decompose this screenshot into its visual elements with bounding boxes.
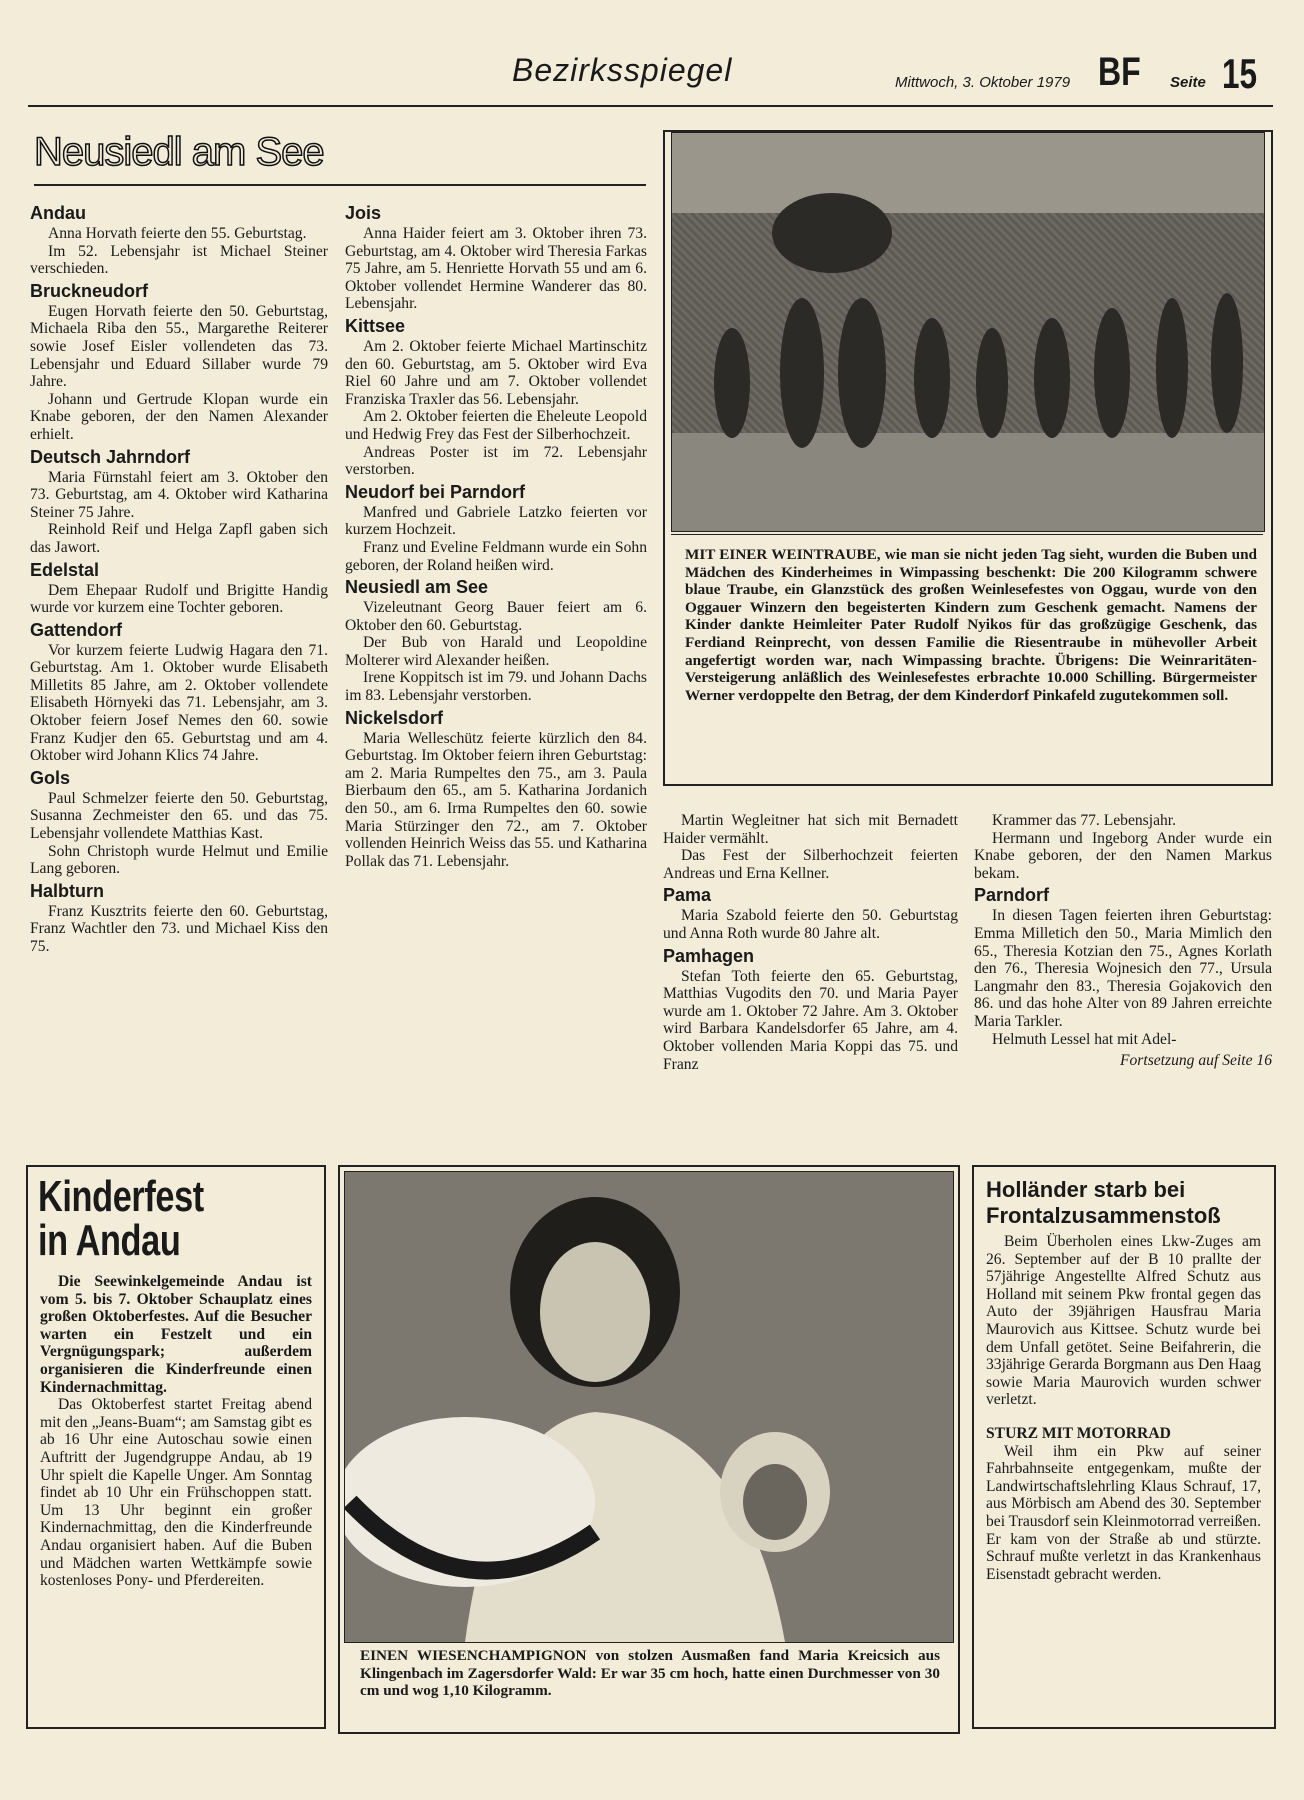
caption-text: wie man sie nicht jeden Tag sieht, wurden die Buben und Mädchen des Kinderheimes in Wimpassing beschenkt: Die 200 Kilogramm schwere blaue Traube, ein Glanzstück des großen Weinlesefestes von Oggau, wurde von den Oggauer Winzern den begeisterten Kindern zum Geschenk gemacht. Namens der Kinder dankte Heimleiter Pater Rudolf Nyikos für das großzügige Geschenk, das Ferdiand Reinprecht, von dessen Familie die Riesentraube in mühevoller Arbeit angefertigt worden war, nach Wimpassing brachte. Übrigens: Die Weinraritäten-Versteigerung anläßlich des Weinlesefestes erbrachte 10.000 Schilling. Bürgermeister Werner verdoppelte den Betrag, der dem Kinderdorf Pinkafeld zugutekommen soll. xyxy=(685,546,1258,704)
caption-lead: MIT EINER WEINTRAUBE, xyxy=(685,546,881,563)
kinderfest-lead: Die Seewinkelgemeinde Andau ist vom 5. bis 7. Oktober Schauplatz eines großen Oktoberfestes. Auf die Besucher warten ein Festzelt und ein Vergnügungspark; außerdem organisieren die Kinderfreunde einen Kindernachmittag. xyxy=(40,1273,312,1396)
paragraph: Franz Kusztrits feierte den 60. Geburtstag, Franz Wachtler den 73. und Michael Kiss den 75. xyxy=(30,902,328,955)
paragraph: Helmuth Lessel hat mit Adel- xyxy=(992,1030,1177,1048)
column-4 xyxy=(974,812,1272,1070)
place-heading: Bruckneudorf xyxy=(30,280,149,301)
photo-caption-box xyxy=(663,130,1273,786)
paragraph: Krammer das 77. Lebensjahr. xyxy=(992,812,1177,829)
photo-illustration xyxy=(345,1172,953,1642)
page-number: 15 xyxy=(1222,50,1258,97)
mushroom-caption xyxy=(360,1647,940,1700)
place-heading: Neusiedl am See xyxy=(345,577,489,598)
paragraph: Franz und Eveline Feldmann wurde ein Sohn geboren, der Roland heißen wird. xyxy=(345,538,647,574)
caption-lead: EINEN WIESENCHAMPIGNON xyxy=(360,1647,587,1664)
paragraph: Sohn Christoph wurde Helmut und Emilie Lang geboren. xyxy=(30,842,328,878)
paragraph: Dem Ehepaar Rudolf und Brigitte Handig wurde vor kurzem eine Tochter geboren. xyxy=(30,581,328,617)
column-1 xyxy=(30,200,328,956)
place-heading: Kittsee xyxy=(345,315,406,336)
paragraph: Maria Szabold feierte den 50. Geburtstag und Anna Roth wurde 80 Jahre alt. xyxy=(663,907,958,942)
place-heading: Gattendorf xyxy=(30,619,122,640)
paragraph: Im 52. Lebensjahr ist Michael Steiner verschieden. xyxy=(30,242,328,278)
photo-illustration xyxy=(672,133,1264,531)
place-heading: Parndorf xyxy=(974,885,1050,906)
weintraube-caption xyxy=(685,546,1257,704)
caption-rule xyxy=(671,534,1263,535)
column-3 xyxy=(663,812,958,1073)
paragraph: Irene Koppitsch ist im 79. und Johann Dachs im 83. Lebensjahr verstorben. xyxy=(345,669,647,705)
mushroom-photo-box xyxy=(338,1165,960,1734)
paragraph: Am 2. Oktober feierten die Eheleute Leopold und Hedwig Frey das Fest der Silberhochzeit. xyxy=(345,408,647,443)
paragraph: Weil ihm ein Pkw auf seiner Fahrbahnseite entgegenkam, mußte der Landwirtschaftslehrling Klaus Schrauf, 17, aus Mörbisch am Abend des 30. September bei Trausdorf sein Kleinmotorrad verreißen. Er kam von der Straße ab und stürzte. Schrauf mußte verletzt in das Krankenhaus Eisenstadt gebracht werden. xyxy=(986,1442,1261,1583)
issue-date: Mittwoch, 3. Oktober 1979 xyxy=(895,74,1071,91)
hollaender-title: Holländer starb bei Frontalzusammenstoß xyxy=(986,1177,1221,1228)
place-heading: Halbturn xyxy=(30,880,104,901)
column-2 xyxy=(345,200,647,870)
place-heading: Andau xyxy=(30,203,86,223)
kinderfest-text xyxy=(40,1273,312,1590)
paragraph: In diesen Tagen feierten ihren Geburtstag: Emma Milletich den 50., Maria Mimlich den 65., Theresia Kotzian den 75., Agnes Korlath den 76., Theresia Wojnesich den 77., Ursula Langmahr den 83., Theresia Gojakovich den 86. und das hohe Alter von 89 Jahren erreichte Maria Tarkler. xyxy=(974,907,1272,1030)
children-grape-photo xyxy=(671,132,1265,532)
newspaper-logo: BF xyxy=(1098,50,1141,94)
page-label: Seite xyxy=(1170,74,1206,91)
paragraph: Vizeleutnant Georg Bauer feiert am 6. Oktober den 60. Geburtstag. xyxy=(345,599,647,634)
paragraph: Manfred und Gabriele Latzko feierten vor kurzem Hochzeit. xyxy=(345,503,647,539)
kinderfest-title-line-2: in Andau xyxy=(38,1216,181,1265)
place-heading: Gols xyxy=(30,767,71,788)
region-title-rule xyxy=(34,184,646,186)
paragraph: Martin Wegleitner hat sich mit Bernadett Haider vermählt. xyxy=(663,812,958,847)
paragraph: Maria Welleschütz feierte kürzlich den 84. Geburtstag. Im Oktober feiern ihren Geburtstag: am 2. Maria Rumpeltes den 75., am 3. Paula Bierbaum den 65., am 5. Katharina Jordanich den 50., am 6. Irma Rumpeltes den 60. sowie Maria Stürzinger den 72., am 7. Oktober vollenden Heinrich Weiss das 55. und Katharina Pollak das 71. Lebensjahr. xyxy=(345,729,647,870)
paragraph: Vor kurzem feierte Ludwig Hagara den 71. Geburtstag. Am 1. Oktober wurde Elisabeth Milletits 85 Jahre, am 2. Oktober vollendete Elisabeth Hörnyeki das 71. Lebensjahr, am 3. Oktober feiern Josef Nemes den 60. sowie Franz Kudjer den 65. Geburtstag und am 4. Oktober wird Johann Klics 74 Jahre. xyxy=(30,641,328,765)
subheading: STURZ MIT MOTORRAD xyxy=(986,1424,1171,1442)
caption-text: von stolzen Ausmaßen fand Maria Kreicsich aus Klingenbach im Zagersdorfer Wald: Er war 35 cm hoch, hatte einen Durchmesser von 30 cm und wog 1,10 Kilogramm. xyxy=(360,1647,940,1700)
place-heading: Jois xyxy=(345,203,382,223)
place-heading: Deutsch Jahrndorf xyxy=(30,446,191,467)
paragraph: Paul Schmelzer feierte den 50. Geburtstag, Susanna Zechmeister den 65. und das 75. Lebensjahr vollendete Matthias Kast. xyxy=(30,789,328,843)
place-heading: Pama xyxy=(663,885,712,906)
paragraph: Johann und Gertrude Klopan wurde ein Knabe geboren, der den Namen Alexander erhielt. xyxy=(30,390,328,443)
paragraph: Beim Überholen eines Lkw-Zuges am 26. September auf der B 10 prallte der 57jährige Angestellte Alfred Schutz aus Holland mit seinem Pkw frontal gegen das Auto der 39jährigen Hausfrau Maria Maurovich aus Kittsee. Schutz wurde bei dem Unfall getötet. Seine Beifahrerin, die 33jährige Gerarda Borgmann aus Den Haag sowie Maria Maurovich wurden schwer verletzt. xyxy=(986,1233,1261,1409)
kinderfest-title-line-1: Kinderfest xyxy=(38,1172,204,1221)
kinderfest-box xyxy=(26,1165,326,1729)
place-heading: Neudorf bei Parndorf xyxy=(345,481,526,502)
paragraph: Eugen Horvath feierte den 50. Geburtstag, Michaela Riba den 55., Margarethe Reiterer sowie Josef Eisler vollendeten das 73. Lebensjahr und Eduard Sillaber wurde 79 Jahre. xyxy=(30,302,328,391)
paragraph: Der Bub von Harald und Leopoldine Molterer wird Alexander heißen. xyxy=(345,634,647,669)
paragraph: Reinhold Reif und Helga Zapfl gaben sich das Jawort. xyxy=(30,521,328,556)
paragraph: Hermann und Ingeborg Ander wurde ein Knabe geboren, der den Namen Markus bekam. xyxy=(974,829,1272,882)
paragraph: Am 2. Oktober feierte Michael Martinschitz den 60. Geburtstag, am 5. Oktober wird Eva Riel 60 Jahre und am 7. Oktober vollendet Franziska Traxler das 56. Lebensjahr. xyxy=(345,337,647,408)
header-rule xyxy=(28,105,1273,107)
paragraph: Anna Haider feiert am 3. Oktober ihren 73. Geburtstag, am 4. Oktober wird Theresia Farkas 75 Jahre, am 5. Henriette Horvath 55 und am 6. Oktober vollendet Hermine Wanderer das 80. Lebensjahr. xyxy=(345,225,647,313)
paragraph: Anna Horvath feierte den 55. Geburtstag. xyxy=(48,225,307,242)
paragraph: Maria Fürnstahl feiert am 3. Oktober den 73. Geburtstag, am 4. Oktober wird Katharina Steiner 75 Jahre. xyxy=(30,468,328,521)
paragraph: Andreas Poster ist im 72. Lebensjahr verstorben. xyxy=(345,443,647,479)
hollaender-text xyxy=(986,1233,1261,1583)
hollaender-box xyxy=(972,1165,1276,1729)
paragraph: Stefan Toth feierte den 65. Geburtstag, Matthias Vugodits den 70. und Maria Payer wurde am 1. Oktober 72 Jahre. Am 3. Oktober wird Barbara Kandelsdorfer 65 Jahre, am 4. Oktober vollenden Maria Koppi das 75. und Franz xyxy=(663,967,958,1073)
mushroom-photo xyxy=(344,1171,954,1643)
kinderfest-title xyxy=(38,1172,334,1265)
place-heading: Pamhagen xyxy=(663,945,755,966)
section-title: Bezirksspiegel xyxy=(512,52,733,88)
kinderfest-body: Das Oktoberfest startet Freitag abend mit den „Jeans-Buam“; am Samstag gibt es ab 16 Uhr eine Autoschau sowie einen Auftritt der Jugendgruppe Andau, ab 19 Uhr spielt die Kapelle Unger. Am Sonntag findet ab 10 Uhr ein Frühschoppen statt. Um 13 Uhr beginnt ein großer Kindernachmittag, den die Kinderfreunde Andau organisiert haben. Auf die Buben und Mädchen warten Wettkämpfe sowie kostenloses Pony- und Pferdereiten. xyxy=(40,1396,312,1590)
paragraph: Das Fest der Silberhochzeit feierten Andreas und Erna Kellner. xyxy=(663,847,958,882)
continued-note: Fortsetzung auf Seite 16 xyxy=(1119,1052,1272,1070)
place-heading: Edelstal xyxy=(30,559,100,580)
region-title: Neusiedl am See xyxy=(34,130,324,174)
place-heading: Nickelsdorf xyxy=(345,707,444,728)
